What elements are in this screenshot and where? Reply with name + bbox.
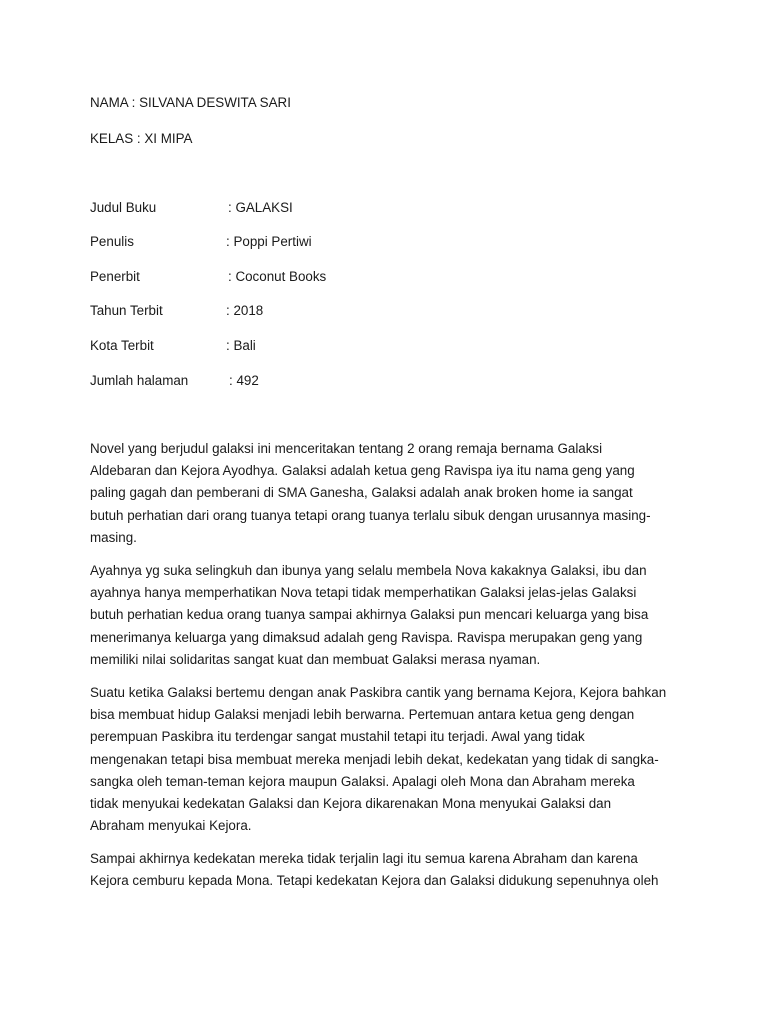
student-name: NAMA : SILVANA DESWITA SARI (90, 95, 291, 110)
author-label: Penulis (90, 234, 134, 249)
publisher-value: : Coconut Books (228, 269, 327, 284)
year-label: Tahun Terbit (90, 303, 163, 318)
paragraph-4: Sampai akhirnya kedekatan mereka tidak terjalin lagi itu semua karena Abraham dan karena Kejora cemburu kepada Mona. Tetapi kedekatan Kejora dan Galaksi didukung sepenuhnya oleh (90, 851, 659, 889)
student-class: KELAS : XI MIPA (90, 131, 193, 146)
book-title-value: : GALAKSI (228, 200, 293, 215)
paragraph-3: Suatu ketika Galaksi bertemu dengan anak Paskibra cantik yang bernama Kejora, Kejora bahkan bisa membuat hidup Galaksi menjadi lebih berwarna. Pertemuan antara ketua geng dengan perempuan Paskibra itu terdengar sangat mustahil tetapi itu terjadi. Awal yang tidak mengenakan tetapi bisa membuat mereka menjadi lebih dekat, kedekatan yang tidak di sangka- sangka oleh teman-teman kejora maupun Galaksi. Apalagi oleh Mona dan Abraham mereka tidak menyukai kedekatan Galaksi dan Kejora dikarenakan Mona menyukai Galaksi dan Abraham menyukai Kejora. (90, 685, 667, 834)
paragraph-1: Novel yang berjudul galaksi ini menceritakan tentang 2 orang remaja bernama Galaksi Aldebaran dan Kejora Ayodhya. Galaksi adalah ketua geng Ravispa iya itu nama geng yang paling gagah dan pemberani di SMA Ganesha, Galaksi adalah anak broken home ia sangat butuh perhatian dari orang tuanya tetapi orang tuanya terlalu sibuk dengan urusannya masing- masing. (90, 441, 651, 545)
pages-label: Jumlah halaman (90, 373, 189, 388)
year-value: : 2018 (226, 303, 264, 318)
publisher-label: Penerbit (90, 269, 140, 284)
book-title-label: Judul Buku (90, 200, 157, 215)
city-value: : Bali (226, 338, 256, 353)
paragraph-2: Ayahnya yg suka selingkuh dan ibunya yang selalu membela Nova kakaknya Galaksi, ibu dan ayahnya hanya memperhatikan Nova tetapi tidak memperhatikan Galaksi jelas-jelas Galaksi butuh perhatian kedua orang tuanya sampai akhirnya Galaksi pun mencari keluarga yang bisa menerimanya keluarga yang dimaksud adalah geng Ravispa. Ravispa merupakan geng yang memiliki nilai solidaritas sangat kuat dan membuat Galaksi merasa nyaman. (90, 563, 649, 667)
city-label: Kota Terbit (90, 338, 154, 353)
author-value: : Poppi Pertiwi (226, 234, 312, 249)
pages-value: : 492 (229, 373, 259, 388)
